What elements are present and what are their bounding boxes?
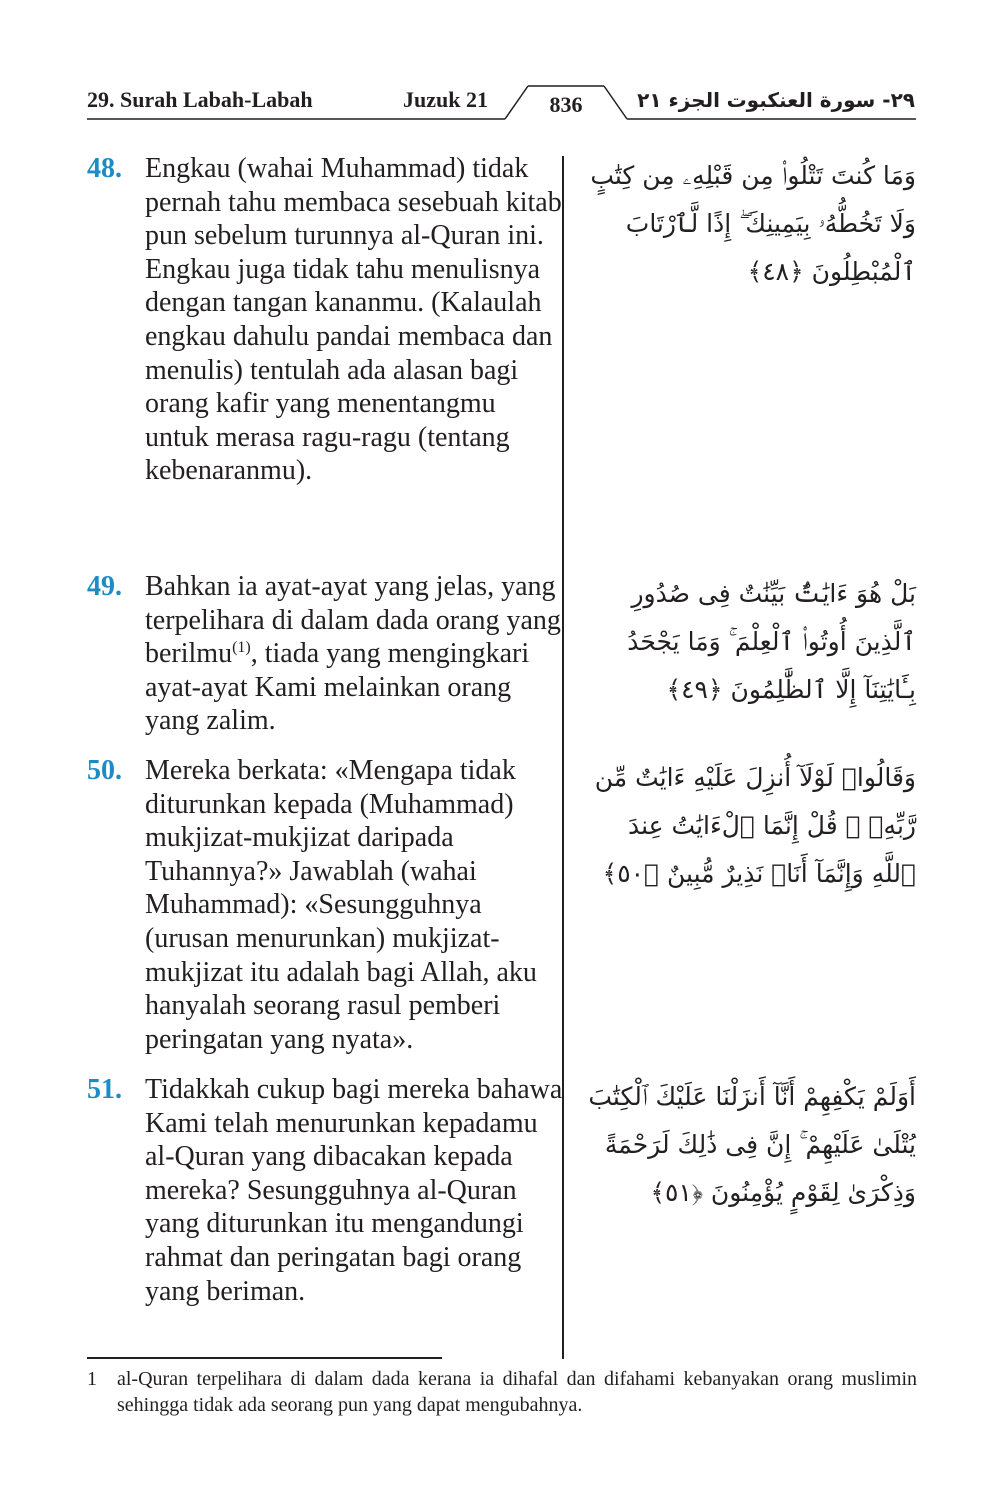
verse-number: 50.	[87, 755, 122, 786]
verse-translation: Tidakkah cukup bagi mereka bahawa Kami telah menurunkan kepadamu al-Quran yang dibacakan kepada mereka? Sesungguhnya al-Quran yang diturunkan itu mengandungi rahmat dan peringatan bagi orang yang beriman.	[145, 1074, 563, 1307]
juzuk-label: Juzuk 21	[403, 87, 488, 112]
verse-number: 49.	[87, 571, 122, 602]
arabic-verse-51: أَوَلَمْ يَكْفِهِمْ أَنَّآ أَنزَلْنَا عَلَيْكَ ٱلْكِتَٰبَ يُتْلَىٰ عَلَيْهِمْ ۚ إِنَّ فِى ذَٰلِكَ لَرَحْمَةً وَذِكْرَىٰ لِقَوْمٍ يُؤْمِنُونَ ﴿٥١﴾	[588, 1082, 916, 1207]
verse-number: 51.	[87, 1074, 122, 1105]
footnote-ref[interactable]: (1)	[232, 639, 251, 657]
verse-number: 48.	[87, 153, 122, 184]
verse-translation: Mereka berkata: «Mengapa tidak diturunkan kepada (Muhammad) mukjizat-mukjizat daripada Tuhannya?» Jawablah (wahai Muhammad): «Sesungguhnya (urusan menurunkan) mukjizat-mukjizat itu adalah bagi Allah, aku hanyalah seorang rasul pemberi peringatan yang nyata».	[145, 755, 537, 1055]
verse-text-before: Bahkan ia ayat-ayat yang jelas, yang terpelihara di dalam dada orang yang berilmu	[145, 571, 561, 670]
surah-title: 29. Surah Labah-Labah	[87, 87, 313, 112]
footnote-number: 1	[87, 1368, 97, 1390]
verse-translation	[145, 570, 565, 738]
arabic-verse-50: وَقَالُوا۟ لَوْلَآ أُنزِلَ عَلَيْهِ ءَايَٰتٌ مِّن رَّبِّهِۦ ۖ قُلْ إِنَّمَا ٱلْءَايَٰتُ عِندَ ٱللَّهِ وَإِنَّمَآ أَنَا۠ نَذِيرٌ مُّبِينٌ ﴿٥٠﴾	[594, 763, 916, 888]
verse-text-after: , tiada yang mengingkari ayat-ayat Kami melainkan orang yang zalim.	[145, 638, 530, 737]
page-number: 836	[549, 92, 583, 117]
verse-translation: Engkau (wahai Muhammad) tidak pernah tahu membaca sesebuah kitab pun sebelum turunnya al-Quran ini. Engkau juga tidak tahu menulisnya dengan tangan kananmu. (Kalaulah engkau dahulu pandai membaca dan menulis) tentulah ada alasan bagi orang kafir yang menentangmu untuk merasa ragu-ragu (tentang kebenaranmu).	[145, 153, 562, 487]
arabic-juz-label: الجزء ٢١	[637, 88, 720, 112]
arabic-surah-title: ٢٩- سورة العنكبوت	[726, 88, 915, 112]
footnote-rule	[87, 1357, 442, 1359]
footnote-text: al-Quran terpelihara di dalam dada kerana ia dihafal dan difahami kebanyakan orang muslimin sehingga tidak ada seorang pun yang dapat mengubahnya.	[117, 1368, 917, 1416]
arabic-verse-49: بَلْ هُوَ ءَايَٰتٌۢ بَيِّنَٰتٌ فِى صُدُورِ ٱلَّذِينَ أُوتُوا۟ ٱلْعِلْمَ ۚ وَمَا يَجْحَدُ بِـَٔايَٰتِنَآ إِلَّا ٱلظَّٰلِمُونَ ﴿٤٩﴾	[627, 579, 916, 704]
arabic-verse-48: وَمَا كُنتَ تَتْلُوا۟ مِن قَبْلِهِۦ مِن كِتَٰبٍ وَلَا تَخُطُّهُۥ بِيَمِينِكَ ۖ إِذًا لَّٱرْتَابَ ٱلْمُبْطِلُونَ ﴿٤٨﴾	[590, 161, 916, 286]
page-header	[0, 0, 1000, 130]
